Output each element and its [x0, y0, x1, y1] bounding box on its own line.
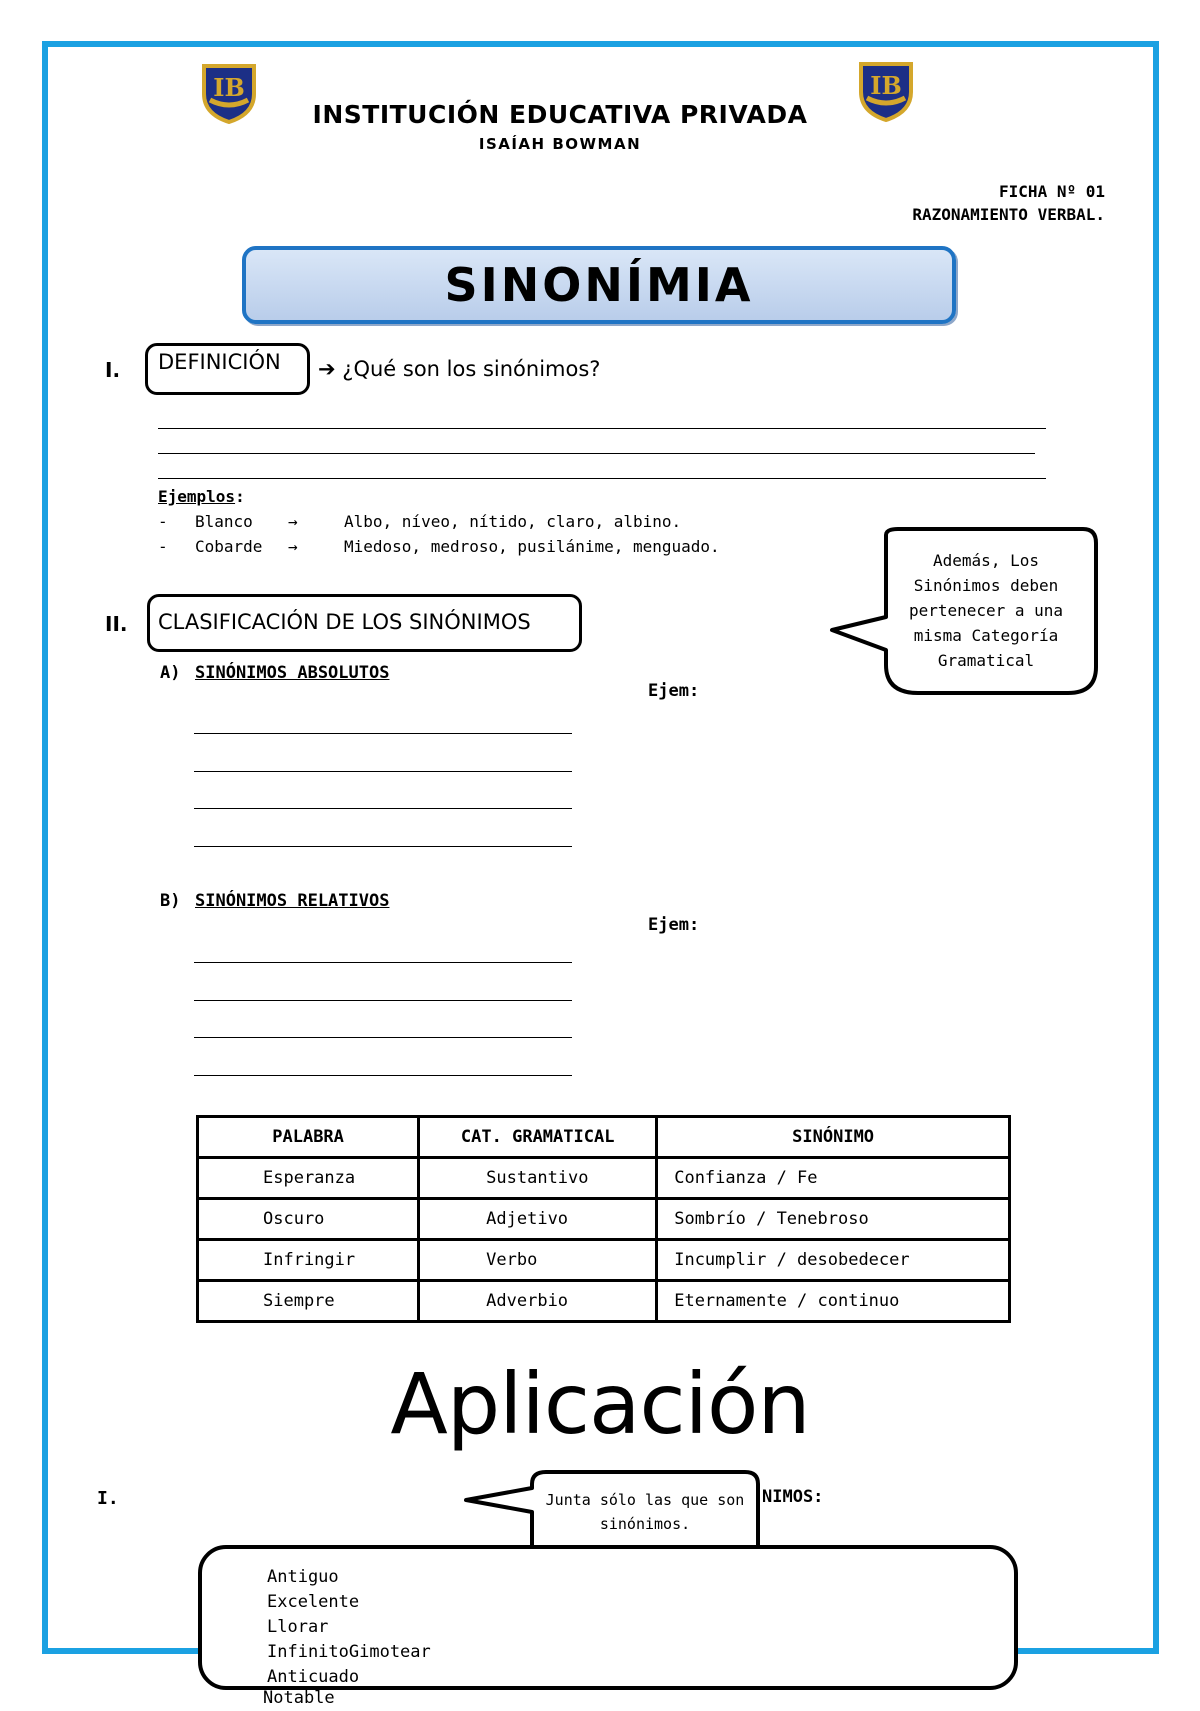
- arrow-right-icon: ➔: [318, 357, 336, 381]
- section-2-heading: CLASIFICACIÓN DE LOS SINÓNIMOS: [158, 610, 531, 634]
- ficha-number: FICHA Nº 01: [999, 182, 1105, 201]
- table-cell-category: Verbo: [419, 1240, 657, 1281]
- application-title: Aplicación: [390, 1355, 810, 1453]
- answer-line: [194, 846, 572, 847]
- callout-line: Gramatical: [937, 651, 1035, 670]
- page-title: SINONÍMIA: [242, 246, 956, 324]
- school-crest-logo-left: [200, 60, 258, 124]
- callout-line: Sinónimos deben: [913, 576, 1059, 595]
- list-item: Llorar: [267, 1617, 329, 1637]
- answer-line: [158, 478, 1046, 479]
- table-header-cell: SINÓNIMO: [657, 1117, 1010, 1158]
- list-item: Notable: [263, 1688, 335, 1708]
- subject-name: RAZONAMIENTO VERBAL.: [912, 205, 1105, 224]
- table-cell-category: Adjetivo: [419, 1199, 657, 1240]
- table-row: [198, 1199, 1010, 1240]
- application-heading-fragment: NIMOS:: [762, 1487, 824, 1507]
- table-cell-synonym: Confianza / Fe: [657, 1158, 1010, 1199]
- table-cell-synonym: Sombrío / Tenebroso: [657, 1199, 1010, 1240]
- section-2-numeral: II.: [105, 612, 128, 636]
- table-cell-category: Sustantivo: [419, 1158, 657, 1199]
- example-arrow-icon: →: [288, 537, 298, 556]
- section-1-heading: DEFINICIÓN: [145, 343, 310, 395]
- example-arrow-icon: →: [288, 512, 298, 531]
- callout-line: misma Categoría: [913, 626, 1059, 645]
- table-cell-synonym: Eternamente / continuo: [657, 1281, 1010, 1322]
- table-cell-word: Siempre: [198, 1281, 419, 1322]
- list-item: Antiguo: [267, 1567, 339, 1587]
- subsection-b-letter: B): [160, 891, 181, 911]
- list-item: InfinitoGimotear: [267, 1642, 431, 1662]
- example-synonyms: Albo, níveo, nítido, claro, albino.: [344, 512, 682, 531]
- table-cell-word: Infringir: [198, 1240, 419, 1281]
- examples-colon: :: [235, 487, 245, 506]
- logo-letters: IB: [213, 73, 245, 102]
- callout-line: Además, Los: [933, 551, 1039, 570]
- ficha-info: [912, 180, 1105, 226]
- table-header-row: [198, 1117, 1010, 1158]
- list-item: Excelente: [267, 1592, 360, 1612]
- section-1-question-line: [318, 357, 600, 381]
- subsection-b-title: SINÓNIMOS RELATIVOS: [195, 891, 390, 911]
- example-dash: -: [158, 512, 168, 531]
- institution-title: INSTITUCIÓN EDUCATIVA PRIVADA: [312, 100, 808, 129]
- school-crest-logo-right: [857, 58, 915, 122]
- word-list: [267, 1565, 431, 1690]
- instruction-line: sinónimos.: [599, 1515, 691, 1533]
- table-header-cell: CAT. GRAMATICAL: [419, 1117, 657, 1158]
- subsection-a-title: SINÓNIMOS ABSOLUTOS: [195, 663, 390, 683]
- institution-name: ISAÍAH BOWMAN: [478, 135, 642, 153]
- answer-line: [194, 1000, 572, 1001]
- subsection-b-ejem: Ejem:: [648, 915, 700, 935]
- section-1-question: ¿Qué son los sinónimos?: [342, 357, 601, 381]
- table-row: [198, 1281, 1010, 1322]
- instruction-line: Junta sólo las que son: [545, 1491, 745, 1509]
- examples-label: Ejemplos: [158, 487, 236, 506]
- section-1-numeral: I.: [105, 358, 121, 382]
- callout-line: pertenecer a una: [908, 601, 1064, 620]
- table-row: [198, 1240, 1010, 1281]
- instruction-text: [545, 1488, 745, 1536]
- answer-line: [194, 1075, 572, 1076]
- example-dash: -: [158, 537, 168, 556]
- table-header-cell: PALABRA: [198, 1117, 419, 1158]
- answer-line: [194, 733, 572, 734]
- answer-line: [158, 428, 1046, 429]
- table-row: [198, 1158, 1010, 1199]
- example-synonyms: Miedoso, medroso, pusilánime, menguado.: [344, 537, 720, 556]
- table-cell-word: Esperanza: [198, 1158, 419, 1199]
- example-word: Cobarde: [195, 537, 263, 556]
- logo-letters: IB: [870, 71, 902, 100]
- examples-heading: [158, 487, 245, 506]
- table-cell-word: Oscuro: [198, 1199, 419, 1240]
- table-cell-category: Adverbio: [419, 1281, 657, 1322]
- answer-line: [194, 962, 572, 963]
- example-word: Blanco: [195, 512, 253, 531]
- answer-line: [194, 1037, 572, 1038]
- table-cell-synonym: Incumplir / desobedecer: [657, 1240, 1010, 1281]
- callout-text: [896, 548, 1076, 673]
- subsection-a-ejem: Ejem:: [648, 681, 700, 701]
- list-item: Anticuado: [267, 1667, 360, 1687]
- word-list-box: [198, 1545, 1018, 1690]
- answer-line: [194, 771, 572, 772]
- synonym-table: [196, 1115, 1011, 1323]
- application-numeral: I.: [97, 1488, 119, 1509]
- answer-line: [158, 453, 1035, 454]
- subsection-a-letter: A): [160, 663, 181, 683]
- answer-line: [194, 808, 572, 809]
